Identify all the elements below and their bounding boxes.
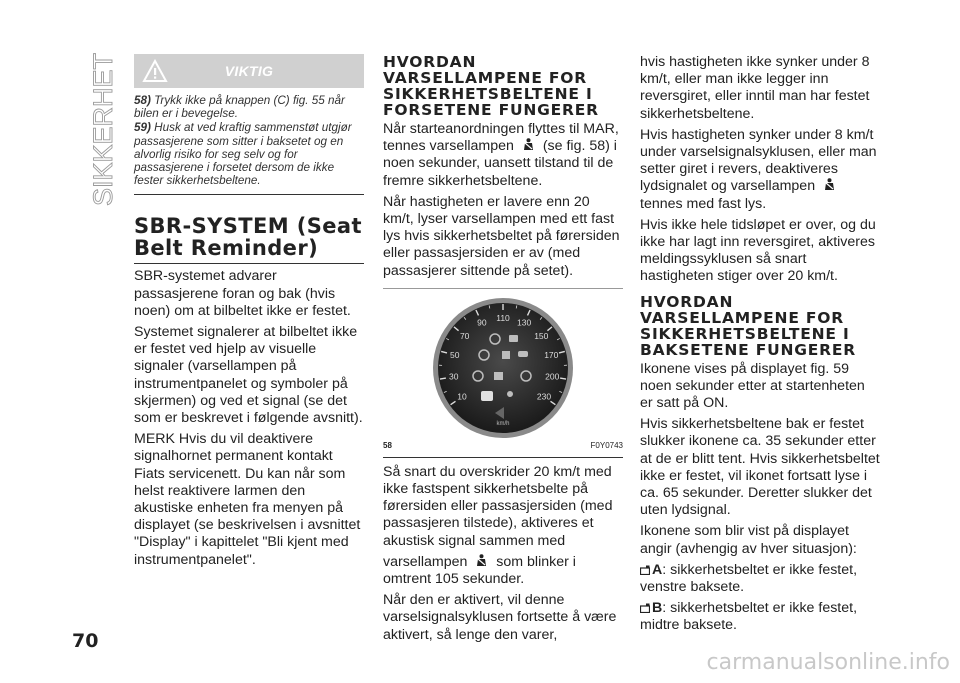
gauge-tick-label: 130 xyxy=(517,317,532,328)
rear-seat-icon xyxy=(640,603,650,613)
list-item xyxy=(640,562,880,596)
paragraph: SBR-systemet advarer passasjerene foran og bak (hvis noen) om at bilbeltet ikke er festet. xyxy=(134,268,351,319)
text: Hvis hastigheten synker under 8 km/t under varselsignalsyklusen, eller man setter giret i revers, deaktiveres xyxy=(640,126,877,178)
paragraph: Når den er aktivert, vil denne varselsignalsyklusen fortsette å være aktivert, så lenge den varer, xyxy=(383,592,617,643)
gauge-tick-label: 90 xyxy=(477,317,487,328)
paragraph: Ikonene som blir vist på displayet angir (avhengig av hver situasjon): xyxy=(640,523,857,557)
paragraph xyxy=(383,554,623,588)
rear-belts-heading: HVORDAN VARSELLAMPENE FOR SIKKERHETSBELTENE I BAKSETENE FUNGERER xyxy=(640,292,857,359)
lamp-icon xyxy=(507,391,513,397)
list-item xyxy=(640,600,880,634)
sbr-heading: SBR-SYSTEM (Seat Belt Reminder) xyxy=(134,215,364,264)
text: (se fig. 58) i noen sekunder, uansett tilstand til de fremre sikkerhetsbeltene. xyxy=(383,138,617,189)
paragraph xyxy=(640,127,880,213)
text: som blinker i omtrent 105 sekunder. xyxy=(383,553,576,588)
gauge-tick-label: 150 xyxy=(534,330,549,341)
list-item-text: : sikkerhetsbeltet er ikke festet, midtre baksete. xyxy=(640,600,858,634)
gauge-tick-label: 230 xyxy=(536,391,552,402)
figure-number: 58 xyxy=(383,440,392,450)
speedometer-illustration xyxy=(383,291,623,441)
column-2 xyxy=(383,54,623,648)
gauge-tick-label: 170 xyxy=(544,349,559,360)
paragraph: Ikonene vises på displayet fig. 59 noen sekunder etter at startenheten er satt på ON. xyxy=(640,360,865,412)
paragraph: Hvis sikkerhetsbeltene bak er festet slukker ikonene ca. 35 sekunder etter at de er blitt tent. Hvis sikkerhetsbeltet ikke er festet, vil ikonet fortsatt lyse i ca. 65 sekunder. Deretter slukker det uten lydsignal. xyxy=(640,416,880,519)
gauge-tick-label: 30 xyxy=(449,371,459,382)
note-number: 59) xyxy=(134,121,151,135)
note-text: Trykk ikke på knappen (C) fig. 55 når bilen er i bevegelse. xyxy=(134,94,345,121)
note-text: Husk at ved kraftig sammenstøt utgjør passasjerene som sitter i baksetet og en alvorlig risiko for seg selv og for passasjerene i forsetet dersom de ikke fester sikkerhetsbeltene. xyxy=(134,121,352,188)
rear-seat-icon xyxy=(640,565,650,575)
watermark: carmanualsonline.info xyxy=(706,650,950,675)
paragraph: Når hastigheten er lavere enn 20 km/t, lyser varsellampen med ett fast lys hvis sikkerhetsbeltet på førersiden eller passasjersiden er av (med passasjerer sittende på setet). xyxy=(383,193,620,279)
seatbelt-warning-icon xyxy=(522,138,535,152)
figure-code: F0Y0743 xyxy=(590,440,623,450)
warning-header xyxy=(134,54,364,88)
gauge-unit: km/h xyxy=(496,420,510,427)
section-side-label xyxy=(84,48,124,208)
text: tennes med fast lys. xyxy=(640,195,767,212)
page-number: 70 xyxy=(72,630,99,652)
note-number: 58) xyxy=(134,94,151,107)
lamp-icon xyxy=(502,351,510,359)
lamp-icon xyxy=(494,372,503,380)
gauge-tick-label: 10 xyxy=(457,391,467,402)
text: varsellampen xyxy=(383,553,468,570)
warning-title: VIKTIG xyxy=(224,63,274,79)
seatbelt-warning-icon xyxy=(475,554,488,568)
seatbelt-lamp-highlight xyxy=(481,391,493,401)
list-item-label: A xyxy=(652,561,663,578)
warning-notes xyxy=(134,88,364,195)
list-item-text: : sikkerhetsbeltet er ikke festet, venstre baksete. xyxy=(640,561,858,596)
paragraph: MERK Hvis du vil deaktivere signalhornet permanent kontakt Fiats servicenett. Du kan når som helst reaktivere larmen den akustiske enheten fra menyen på displayet (se beskrivelsen i avsnittet "Display" i kapittelet "Bli kjent med instrumentpanelet". xyxy=(134,431,361,568)
seatbelt-warning-icon xyxy=(823,178,836,192)
lamp-icon xyxy=(509,335,518,342)
column-3 xyxy=(640,54,880,639)
gauge-tick-label: 110 xyxy=(496,312,510,323)
paragraph xyxy=(383,121,623,190)
list-item-label: B xyxy=(652,600,663,617)
paragraph: Så snart du overskrider 20 km/t med ikke fastspent sikkerhetsbelte på førersiden eller passasjersiden (med passasjeren tilstede), aktiveres et akustisk signal sammen med xyxy=(383,463,613,549)
front-belts-heading: HVORDAN VARSELLAMPENE FOR SIKKERHETSBELTENE I FORSETENE FUNGERER xyxy=(383,53,599,119)
gauge-tick-label: 70 xyxy=(459,330,470,341)
figure-58 xyxy=(383,288,623,458)
gauge-tick-label: 200 xyxy=(545,371,560,382)
text: Når starteanordningen flyttes til MAR, xyxy=(383,121,619,137)
text: tennes varsellampen xyxy=(383,138,514,155)
warning-note xyxy=(134,94,364,120)
side-label-text: SIKKERHET xyxy=(88,52,118,206)
gauge-tick-label: 50 xyxy=(449,349,460,360)
lamp-icon xyxy=(518,351,528,357)
text: lydsignalet og varsellampen xyxy=(640,178,816,195)
paragraph: hvis hastigheten ikke synker under 8 km/t, eller man ikke legger inn reversgiret, eller inntil man har festet sikkerhetsbeltene. xyxy=(640,54,870,122)
paragraph: Systemet signalerer at bilbeltet ikke er festet ved hjelp av visuelle signaler (varsellampen på instrumentpanelet og symboler på skjermen) og ved et signal (se det som er beskrevet i følgende avsnitt). xyxy=(134,324,363,427)
paragraph: Hvis ikke hele tidsløpet er over, og du ikke har lagt inn reversgiret, aktiveres meldingssyklusen så snart hastigheten stiger over 20 km/t. xyxy=(640,216,876,285)
warning-note xyxy=(134,121,364,187)
column-1 xyxy=(134,54,364,573)
